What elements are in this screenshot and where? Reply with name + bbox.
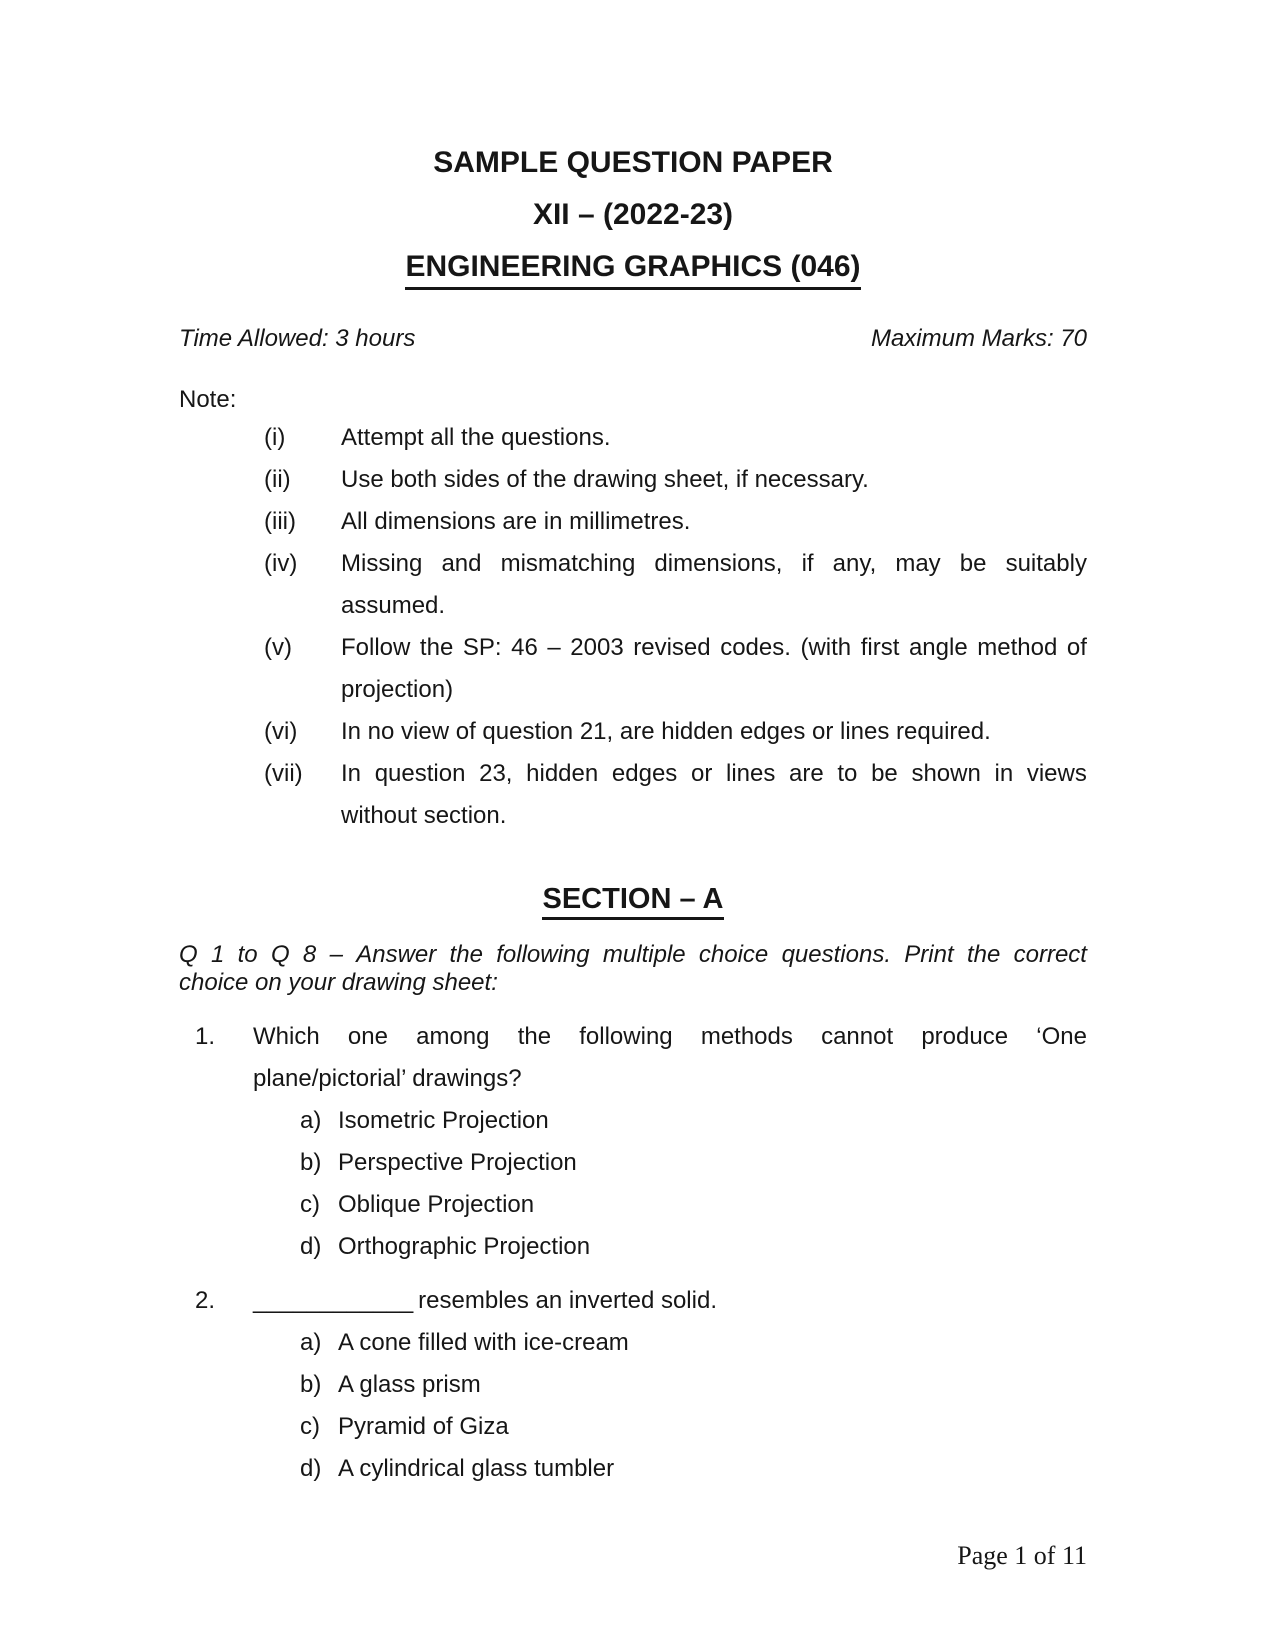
question-2 bbox=[179, 1280, 1087, 1490]
note-item-text: In question 23, hidden edges or lines are to be shown in views bbox=[341, 760, 1087, 787]
maximum-marks-label: Maximum Marks: 70 bbox=[870, 325, 1087, 352]
note-item-label: (iii) bbox=[264, 508, 296, 535]
title-line-3-wrap bbox=[179, 250, 1087, 290]
time-allowed-label: Time Allowed: 3 hours bbox=[179, 325, 416, 352]
option-row bbox=[300, 1100, 1087, 1142]
header bbox=[179, 146, 1087, 308]
note-item-label: (vii) bbox=[264, 760, 303, 787]
option-text: Oblique Projection bbox=[338, 1191, 535, 1218]
option-text: Isometric Projection bbox=[338, 1107, 549, 1134]
note-item-text-cont: assumed. bbox=[341, 592, 446, 619]
option-label: d) bbox=[300, 1233, 322, 1260]
option-text: Perspective Projection bbox=[338, 1149, 577, 1176]
option-row bbox=[300, 1406, 1087, 1448]
option-row bbox=[300, 1448, 1087, 1490]
option-row bbox=[300, 1142, 1087, 1184]
option-label: a) bbox=[300, 1107, 322, 1134]
note-item bbox=[179, 753, 1087, 837]
option-row bbox=[300, 1184, 1087, 1226]
question-text-line-1: Which one among the following methods cannot produce ‘One bbox=[253, 1023, 1087, 1050]
section-a-instruction bbox=[179, 941, 1087, 997]
option-label: b) bbox=[300, 1371, 322, 1398]
note-label: Note: bbox=[179, 386, 237, 413]
option-label: c) bbox=[300, 1413, 320, 1440]
question-text-line-2: plane/pictorial’ drawings? bbox=[253, 1065, 522, 1092]
note-item bbox=[179, 711, 1087, 753]
note-item-text: Follow the SP: 46 – 2003 revised codes. (with first angle method of bbox=[341, 634, 1087, 661]
note-item-text: Use both sides of the drawing sheet, if necessary. bbox=[341, 466, 869, 493]
section-a-heading-wrap bbox=[179, 884, 1087, 920]
note-item bbox=[179, 459, 1087, 501]
option-label: c) bbox=[300, 1191, 320, 1218]
option-row bbox=[300, 1226, 1087, 1268]
option-label: d) bbox=[300, 1455, 322, 1482]
section-a-heading: SECTION – A bbox=[542, 884, 723, 920]
option-text: Pyramid of Giza bbox=[338, 1413, 509, 1440]
note-item bbox=[179, 417, 1087, 459]
instruction-line-1: Q 1 to Q 8 – Answer the following multiple choice questions. Print the correct bbox=[179, 941, 1087, 968]
title-line-3: ENGINEERING GRAPHICS (046) bbox=[405, 250, 860, 290]
note-item bbox=[179, 501, 1087, 543]
questions-list bbox=[179, 1016, 1087, 1490]
note-item bbox=[179, 543, 1087, 627]
exam-meta-row bbox=[179, 324, 1087, 354]
note-item-text-cont: without section. bbox=[341, 802, 507, 829]
question-1 bbox=[179, 1016, 1087, 1268]
note-item-text-cont: projection) bbox=[341, 676, 454, 703]
note-item-text: Missing and mismatching dimensions, if any, may be suitably bbox=[341, 550, 1087, 577]
option-row bbox=[300, 1364, 1087, 1406]
note-item-text: In no view of question 21, are hidden edges or lines required. bbox=[341, 718, 991, 745]
instruction-line-2: choice on your drawing sheet: bbox=[179, 969, 498, 996]
option-text: A cone filled with ice-cream bbox=[338, 1329, 629, 1356]
page-number: Page 1 of 11 bbox=[957, 1541, 1087, 1570]
note-item-text: Attempt all the questions. bbox=[341, 424, 611, 451]
note-item-text: All dimensions are in millimetres. bbox=[341, 508, 691, 535]
note-item-label: (ii) bbox=[264, 466, 291, 493]
question-number: 1. bbox=[195, 1023, 216, 1050]
title-line-2: XII – (2022-23) bbox=[532, 198, 734, 231]
option-label: a) bbox=[300, 1329, 322, 1356]
note-item-label: (v) bbox=[264, 634, 292, 661]
fill-in-blank: ____________ bbox=[253, 1287, 414, 1314]
note-item-label: (i) bbox=[264, 424, 286, 451]
note-item bbox=[179, 627, 1087, 711]
option-label: b) bbox=[300, 1149, 322, 1176]
option-text: A cylindrical glass tumbler bbox=[338, 1455, 615, 1482]
option-text: A glass prism bbox=[338, 1371, 481, 1398]
question-text-line-1 bbox=[253, 1280, 1087, 1322]
option-text: Orthographic Projection bbox=[338, 1233, 591, 1260]
note-section bbox=[179, 383, 1087, 837]
question-text: resembles an inverted solid. bbox=[418, 1287, 717, 1314]
note-item-label: (iv) bbox=[264, 550, 298, 577]
question-number: 2. bbox=[195, 1287, 216, 1314]
title-line-1: SAMPLE QUESTION PAPER bbox=[433, 146, 833, 179]
option-row bbox=[300, 1322, 1087, 1364]
note-item-label: (vi) bbox=[264, 718, 298, 745]
